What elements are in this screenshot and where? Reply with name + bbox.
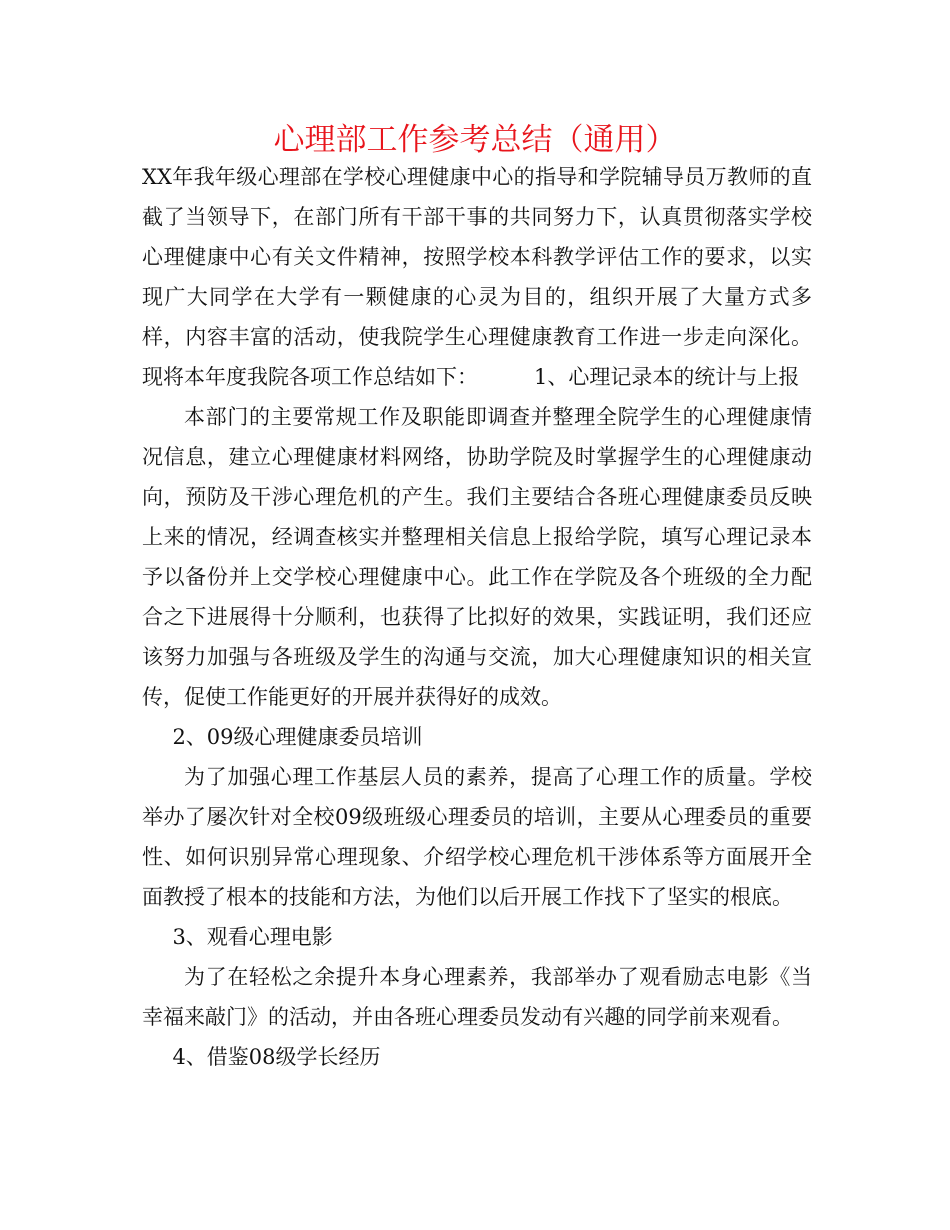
section-3-body: 为了在轻松之余提升本身心理素养，我部举办了观看励志电影《当幸福来敲门》的活动，并由各班心理委员发动有兴趣的同学前来观看。 bbox=[142, 965, 812, 1029]
section-4-heading: 4、借鉴08级学长经历 bbox=[172, 1045, 381, 1069]
intro-text: XX年我年级心理部在学校心理健康中心的指导和学院辅导员万教师的直截了当领导下，在部门所有干部干事的共同努力下，认真贯彻落实学校心理健康中心有关文件精神，按照学校本科教学评估工作的要求，以实现广大同学在大学有一颗健康的心灵为目的，组织开展了大量方式多样，内容丰富的活动，使我院学生心理健康教育工作进一步走向深化。现将本年度我院各项工作总结如下： bbox=[142, 165, 812, 389]
section-2-body: 为了加强心理工作基层人员的素养，提高了心理工作的质量。学校举办了屡次针对全校09级班级心理委员的培训，主要从心理委员的重要性、如何识别异常心理现象、介绍学校心理危机干涉体系等方面展开全面教授了根本的技能和方法，为他们以后开展工作找下了坚实的根底。 bbox=[142, 765, 812, 909]
document-body bbox=[142, 157, 812, 1077]
section-3-heading: 3、观看心理电影 bbox=[172, 925, 333, 949]
document-title: 心理部工作参考总结（通用） bbox=[273, 122, 677, 158]
intro-paragraph bbox=[142, 157, 812, 397]
section-2-heading: 2、09级心理健康委员培训 bbox=[172, 725, 423, 749]
section-1-body: 本部门的主要常规工作及职能即调查并整理全院学生的心理健康情况信息，建立心理健康材料网络，协助学院及时掌握学生的心理健康动向，预防及干涉心理危机的产生。我们主要结合各班心理健康委员反映上来的情况，经调查核实并整理相关信息上报给学院，填写心理记录本予以备份并上交学校心理健康中心。此工作在学院及各个班级的全力配合之下进展得十分顺利，也获得了比拟好的效果，实践证明，我们还应该努力加强与各班级及学生的沟通与交流，加大心理健康知识的相关宣传，促使工作能更好的开展并获得好的成效。 bbox=[142, 405, 812, 709]
section-1-heading: 1、心理记录本的统计与上报 bbox=[534, 365, 800, 389]
